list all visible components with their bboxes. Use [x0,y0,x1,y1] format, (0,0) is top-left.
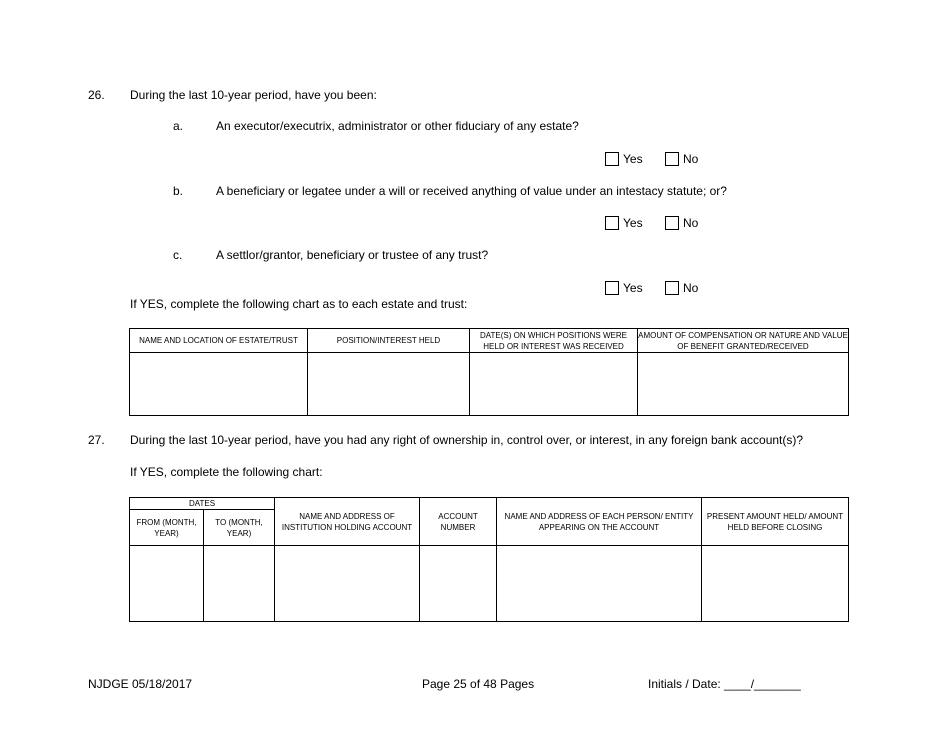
estate-cell-amount[interactable] [638,353,849,416]
foreign-bank-table [129,497,849,622]
q27-number: 27. [88,433,105,447]
bank-cell-from[interactable] [130,546,204,622]
estate-cell-dates[interactable] [470,353,638,416]
q26-number: 26. [88,88,105,102]
q26c-letter: c. [173,248,183,262]
institution-header: NAME AND ADDRESS OF INSTITUTION HOLDING ACCOUNT [275,498,420,546]
amount-held-header: PRESENT AMOUNT HELD/ AMOUNT HELD BEFORE CLOSING [702,498,849,546]
table-row [130,546,849,622]
estate-header-dates: DATE(S) ON WHICH POSITIONS WERE HELD OR INTEREST WAS RECEIVED [470,329,638,353]
table-row [130,353,849,416]
q26a-yes-label: Yes [623,152,643,166]
q26b-letter: b. [173,184,184,198]
q27-text: During the last 10-year period, have you had any right of ownership in, control over, or interest, in any foreign bank account(s)? [130,433,804,447]
footer-page-number: Page 25 of 48 Pages [422,677,535,691]
q26a-letter: a. [173,119,184,133]
account-number-header: ACCOUNT NUMBER [420,498,497,546]
q26a-no-label: No [683,152,699,166]
q26c-yes-checkbox[interactable] [605,281,619,295]
estate-cell-position[interactable] [308,353,470,416]
from-header: FROM (MONTH, YEAR) [130,510,204,546]
q26-instruction: If YES, complete the following chart as to each estate and trust: [130,297,468,311]
q26b-no-checkbox[interactable] [665,216,679,230]
q26a-yes-checkbox[interactable] [605,152,619,166]
q26c-yes-label: Yes [623,281,643,295]
estate-trust-table [129,328,849,416]
q26a-no-checkbox[interactable] [665,152,679,166]
bank-cell-institution[interactable] [275,546,420,622]
q26c-no-checkbox[interactable] [665,281,679,295]
bank-cell-amount[interactable] [702,546,849,622]
q26c-no-label: No [683,281,699,295]
q26b-yes-checkbox[interactable] [605,216,619,230]
dates-header: DATES [130,498,275,510]
footer-form-id: NJDGE 05/18/2017 [88,677,193,691]
persons-header: NAME AND ADDRESS OF EACH PERSON/ ENTITY APPEARING ON THE ACCOUNT [497,498,702,546]
bank-cell-to[interactable] [204,546,275,622]
q26-text: During the last 10-year period, have you been: [130,88,377,102]
q26c-text: A settlor/grantor, beneficiary or trustee of any trust? [216,248,489,262]
bank-cell-persons[interactable] [497,546,702,622]
q26b-yes-label: Yes [623,216,643,230]
estate-header-amount: AMOUNT OF COMPENSATION OR NATURE AND VALUE OF BENEFIT GRANTED/RECEIVED [638,330,848,351]
estate-cell-name[interactable] [130,353,308,416]
q26a-text: An executor/executrix, administrator or other fiduciary of any estate? [216,119,579,133]
to-header: TO (MONTH, YEAR) [204,510,275,546]
bank-cell-account[interactable] [420,546,497,622]
footer-initials-date: Initials / Date: ____/_______ [648,677,801,691]
estate-header-position: POSITION/INTEREST HELD [308,329,470,353]
q26b-no-label: No [683,216,699,230]
estate-header-name: NAME AND LOCATION OF ESTATE/TRUST [130,329,308,353]
q26b-text: A beneficiary or legatee under a will or received anything of value under an intestacy statute; or? [216,184,727,198]
q27-instruction: If YES, complete the following chart: [130,465,323,479]
